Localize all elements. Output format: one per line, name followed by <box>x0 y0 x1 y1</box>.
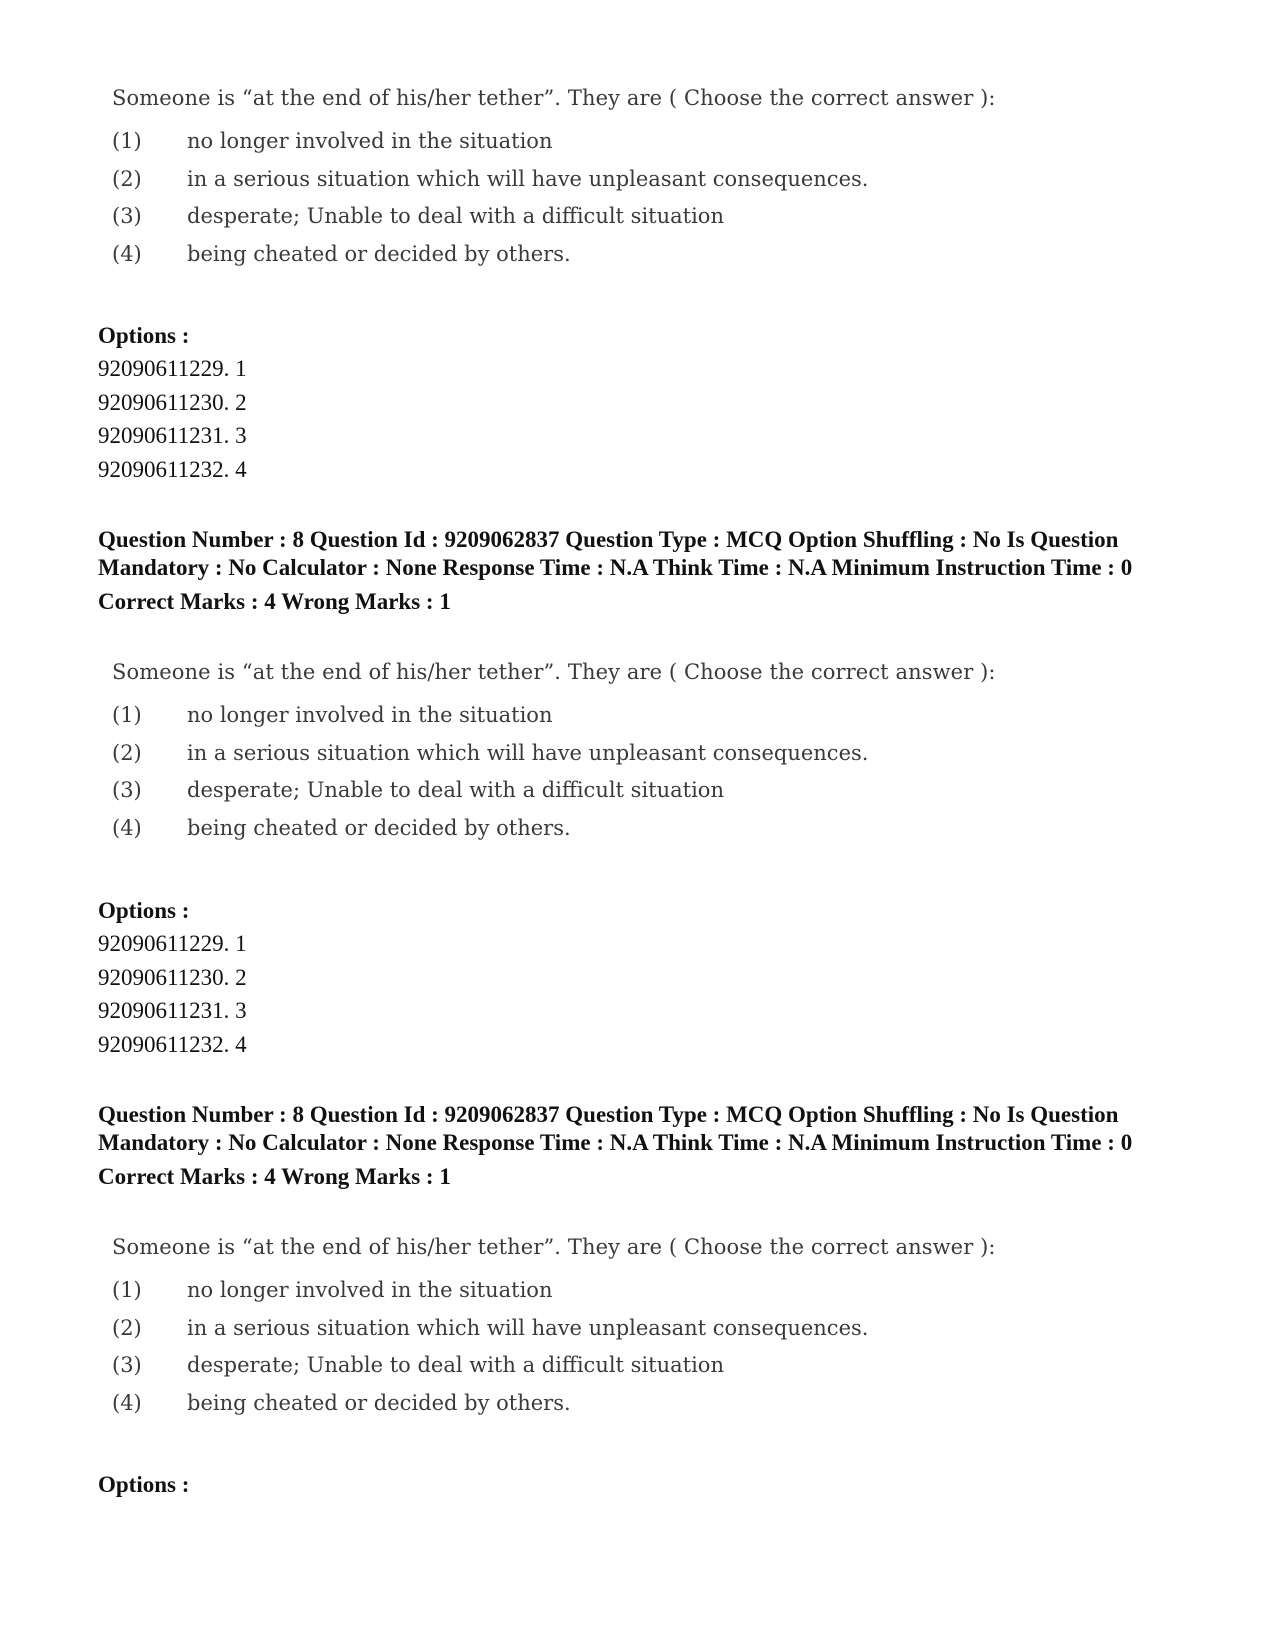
question-header: Question Number : 8 Question Id : 9209062837 Question Type : MCQ Option Shuffling : No Is Question Mandatory : No Calculator : None Response Time : N.A Think Time : N.A Minimum Instruction Time : 0 <box>98 1102 1133 1155</box>
option-row: 92090611230. 2 <box>98 964 247 990</box>
choice-text: being cheated or decided by others. <box>187 241 571 266</box>
choice-item <box>112 739 1018 777</box>
choice-item <box>112 202 1018 240</box>
choice-text: no longer involved in the situation <box>187 129 553 153</box>
question-image <box>98 84 1018 277</box>
option-row: 92090611231. 3 <box>98 423 247 448</box>
choice-text: desperate; Unable to deal with a difficult situation <box>187 1353 724 1377</box>
choice-number: (3) <box>112 778 142 802</box>
choice-text: desperate; Unable to deal with a difficult situation <box>187 204 724 228</box>
choice-text: in a serious situation which will have unpleasant consequences. <box>187 166 869 191</box>
choice-text: being cheated or decided by others. <box>187 815 571 840</box>
choice-item <box>112 1351 1018 1389</box>
question-stem: Someone is “at the end of his/her tether”. They are ( Choose the correct answer ): <box>112 1235 996 1259</box>
choice-item <box>112 165 1018 203</box>
question-meta <box>98 526 1218 616</box>
choice-text: being cheated or decided by others. <box>187 1390 571 1415</box>
choice-list <box>112 701 1018 851</box>
choice-list <box>112 127 1018 277</box>
choice-text: no longer involved in the situation <box>187 703 553 727</box>
choice-number: (2) <box>112 740 142 765</box>
question-stem: Someone is “at the end of his/her tether”. They are ( Choose the correct answer ): <box>112 660 996 684</box>
question-image <box>98 658 1018 851</box>
option-row: 92090611232. 4 <box>98 456 247 482</box>
choice-number: (3) <box>112 204 142 228</box>
choice-number: (1) <box>112 1278 142 1302</box>
choice-item <box>112 1389 1018 1427</box>
option-row: 92090611232. 4 <box>98 1031 247 1057</box>
options-section <box>98 319 247 486</box>
option-row: 92090611230. 2 <box>98 389 247 415</box>
choice-number: (4) <box>112 815 142 840</box>
question-header: Question Number : 8 Question Id : 9209062837 Question Type : MCQ Option Shuffling : No Is Question Mandatory : No Calculator : None Response Time : N.A Think Time : N.A Minimum Instruction Time : 0 <box>98 527 1133 580</box>
choice-text: no longer involved in the situation <box>187 1278 553 1302</box>
options-section <box>98 894 247 1061</box>
choice-item <box>112 701 1018 739</box>
options-title: Options : <box>98 1472 190 1497</box>
choice-item <box>112 240 1018 278</box>
choice-item <box>112 776 1018 814</box>
marks-line: Correct Marks : 4 Wrong Marks : 1 <box>98 589 451 614</box>
option-row: 92090611229. 1 <box>98 356 247 381</box>
choice-number: (2) <box>112 1315 142 1340</box>
choice-item <box>112 127 1018 165</box>
choice-text: desperate; Unable to deal with a difficult situation <box>187 778 724 802</box>
options-title: Options : <box>98 898 190 923</box>
choice-item <box>112 1276 1018 1314</box>
choice-number: (1) <box>112 703 142 727</box>
options-title: Options : <box>98 323 190 348</box>
question-stem: Someone is “at the end of his/her tether”. They are ( Choose the correct answer ): <box>112 86 996 110</box>
question-meta <box>98 1101 1218 1191</box>
choice-item <box>112 1314 1018 1352</box>
question-image <box>98 1233 1018 1426</box>
choice-text: in a serious situation which will have unpleasant consequences. <box>187 1315 869 1340</box>
choice-item <box>112 814 1018 852</box>
marks-line: Correct Marks : 4 Wrong Marks : 1 <box>98 1164 451 1189</box>
option-row: 92090611231. 3 <box>98 998 247 1023</box>
choice-number: (2) <box>112 166 142 191</box>
choice-number: (3) <box>112 1353 142 1377</box>
option-row: 92090611229. 1 <box>98 931 247 956</box>
choice-number: (4) <box>112 1390 142 1415</box>
choice-number: (4) <box>112 241 142 266</box>
choice-list <box>112 1276 1018 1426</box>
choice-number: (1) <box>112 129 142 153</box>
choice-text: in a serious situation which will have unpleasant consequences. <box>187 740 869 765</box>
options-section <box>98 1468 189 1501</box>
